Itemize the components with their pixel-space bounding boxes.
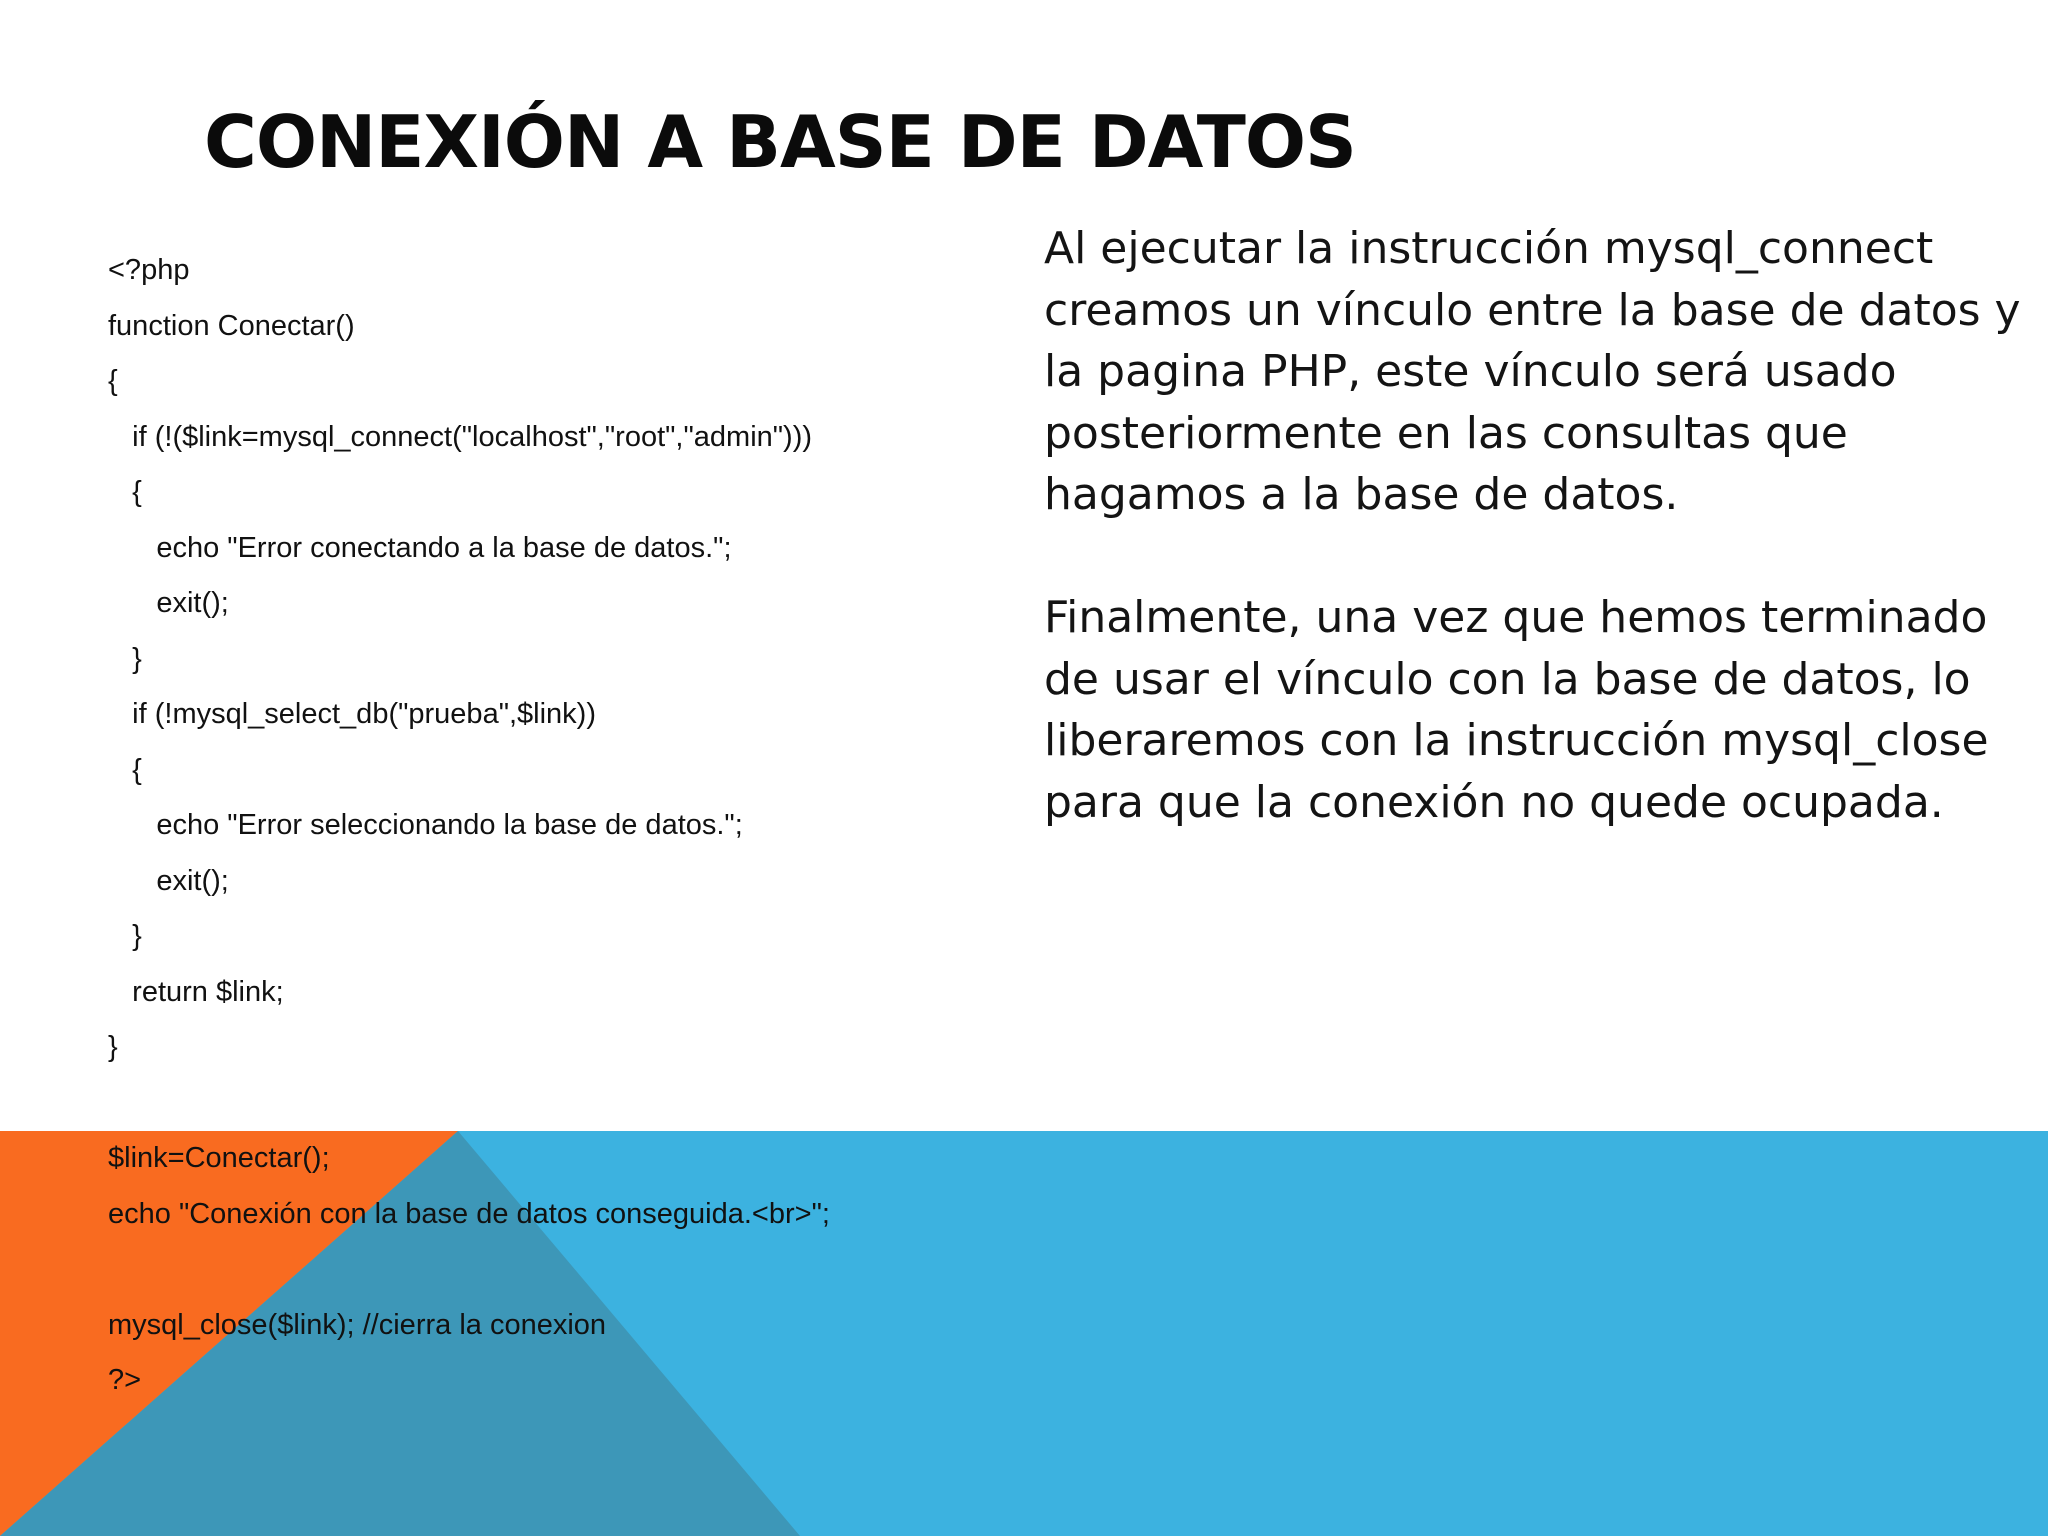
code-line: }	[108, 642, 142, 675]
code-line: }	[108, 920, 142, 952]
php-code-block	[108, 250, 1008, 1416]
code-line: }	[108, 1031, 118, 1063]
code-line-blank	[108, 1249, 1008, 1305]
code-line: $link=Conectar();	[108, 1142, 330, 1174]
code-line: <?php	[108, 254, 190, 286]
code-line: ?>	[108, 1364, 142, 1396]
code-line-blank	[108, 1083, 1008, 1139]
code-line: if (!mysql_select_db("prueba",$link))	[108, 698, 597, 730]
code-line: {	[108, 476, 142, 508]
code-line: mysql_close($link); //cierra la conexion	[108, 1308, 607, 1341]
description-paragraph-connect: Al ejecutar la instrucción mysql_connect creamos un vínculo entre la base de datos y la pagina PHP, este vínculo será usado posteriormente en las consultas que hagamos a la base de datos.	[1044, 223, 2021, 520]
code-line: exit();	[108, 864, 229, 897]
code-line: return $link;	[108, 975, 284, 1008]
code-line: {	[108, 365, 118, 397]
code-line: echo "Conexión con la base de datos conseguida.<br>";	[108, 1197, 830, 1230]
code-line: function Conectar()	[108, 309, 355, 342]
code-line: exit();	[108, 587, 229, 619]
description-paragraph-close: Finalmente, una vez que hemos terminado de usar el vínculo con la base de datos, lo liberaremos con la instrucción mysql_close para que la conexión no quede ocupada.	[1044, 592, 1989, 828]
code-line: echo "Error seleccionando la base de datos.";	[108, 809, 743, 841]
code-line: echo "Error conectando a la base de datos.";	[108, 531, 732, 564]
code-line: {	[108, 753, 142, 786]
description-text	[1044, 218, 2034, 833]
slide-title: CONEXIÓN A BASE DE DATOS	[204, 100, 1356, 184]
code-line: if (!($link=mysql_connect("localhost","root","admin")))	[108, 420, 813, 453]
